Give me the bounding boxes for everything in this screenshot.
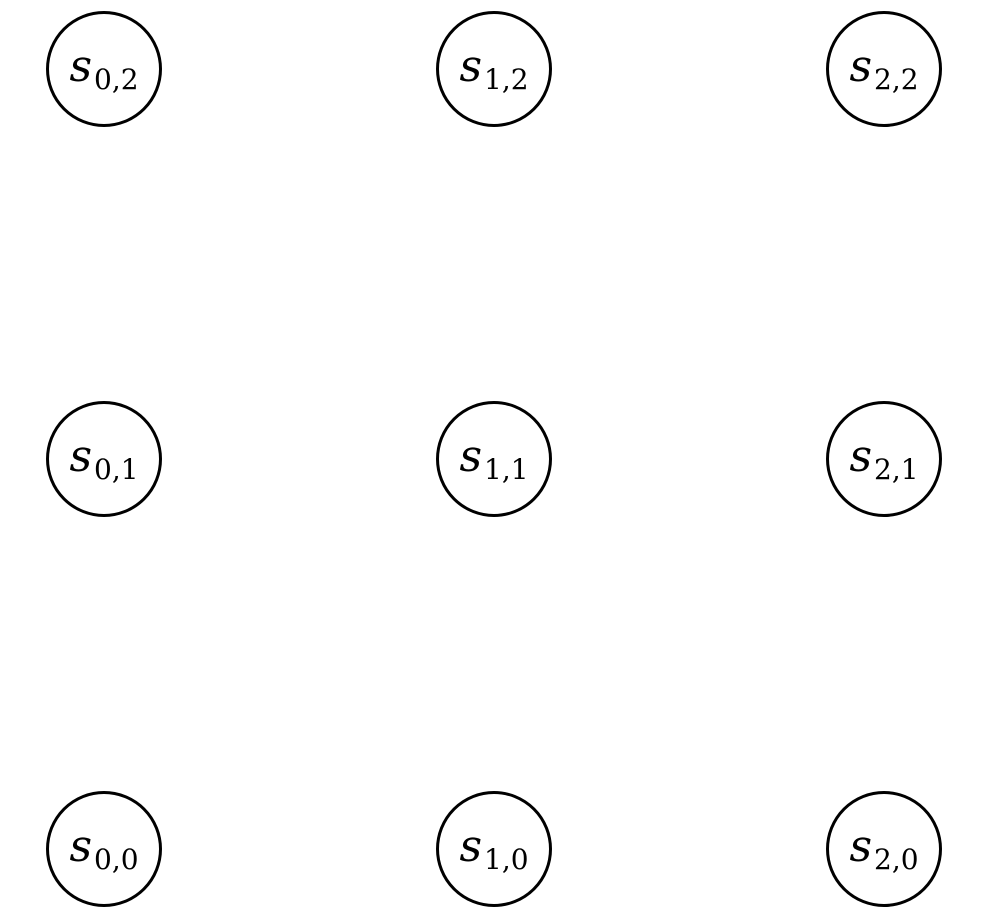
state-subscript: 1,0: [484, 843, 529, 876]
state-label: [459, 431, 529, 486]
state-node-s-0-1[interactable]: [46, 401, 162, 517]
state-label: [849, 431, 919, 486]
state-symbol: s: [69, 431, 93, 482]
state-subscript: 0,0: [94, 843, 139, 876]
state-subscript: 1,2: [484, 63, 529, 96]
state-subscript: 0,1: [94, 453, 139, 486]
state-symbol: s: [69, 41, 93, 92]
state-label: [849, 41, 919, 96]
state-symbol: s: [849, 431, 873, 482]
state-subscript: 1,1: [484, 453, 529, 486]
state-subscript: 2,1: [874, 453, 919, 486]
state-label: [69, 431, 139, 486]
state-node-s-1-2[interactable]: [436, 11, 552, 127]
state-label: [459, 821, 529, 876]
state-label: [69, 821, 139, 876]
state-symbol: s: [459, 821, 483, 872]
state-subscript: 2,2: [874, 63, 919, 96]
state-node-s-0-2[interactable]: [46, 11, 162, 127]
state-label: [459, 41, 529, 96]
state-symbol: s: [849, 41, 873, 92]
state-symbol: s: [459, 431, 483, 482]
state-label: [849, 821, 919, 876]
state-symbol: s: [459, 41, 483, 92]
state-node-s-0-0[interactable]: [46, 791, 162, 907]
state-node-s-2-0[interactable]: [826, 791, 942, 907]
state-label: [69, 41, 139, 96]
state-symbol: s: [69, 821, 93, 872]
state-node-s-2-1[interactable]: [826, 401, 942, 517]
state-subscript: 0,2: [94, 63, 139, 96]
state-node-s-2-2[interactable]: [826, 11, 942, 127]
state-node-s-1-0[interactable]: [436, 791, 552, 907]
state-node-s-1-1[interactable]: [436, 401, 552, 517]
state-symbol: s: [849, 821, 873, 872]
state-subscript: 2,0: [874, 843, 919, 876]
